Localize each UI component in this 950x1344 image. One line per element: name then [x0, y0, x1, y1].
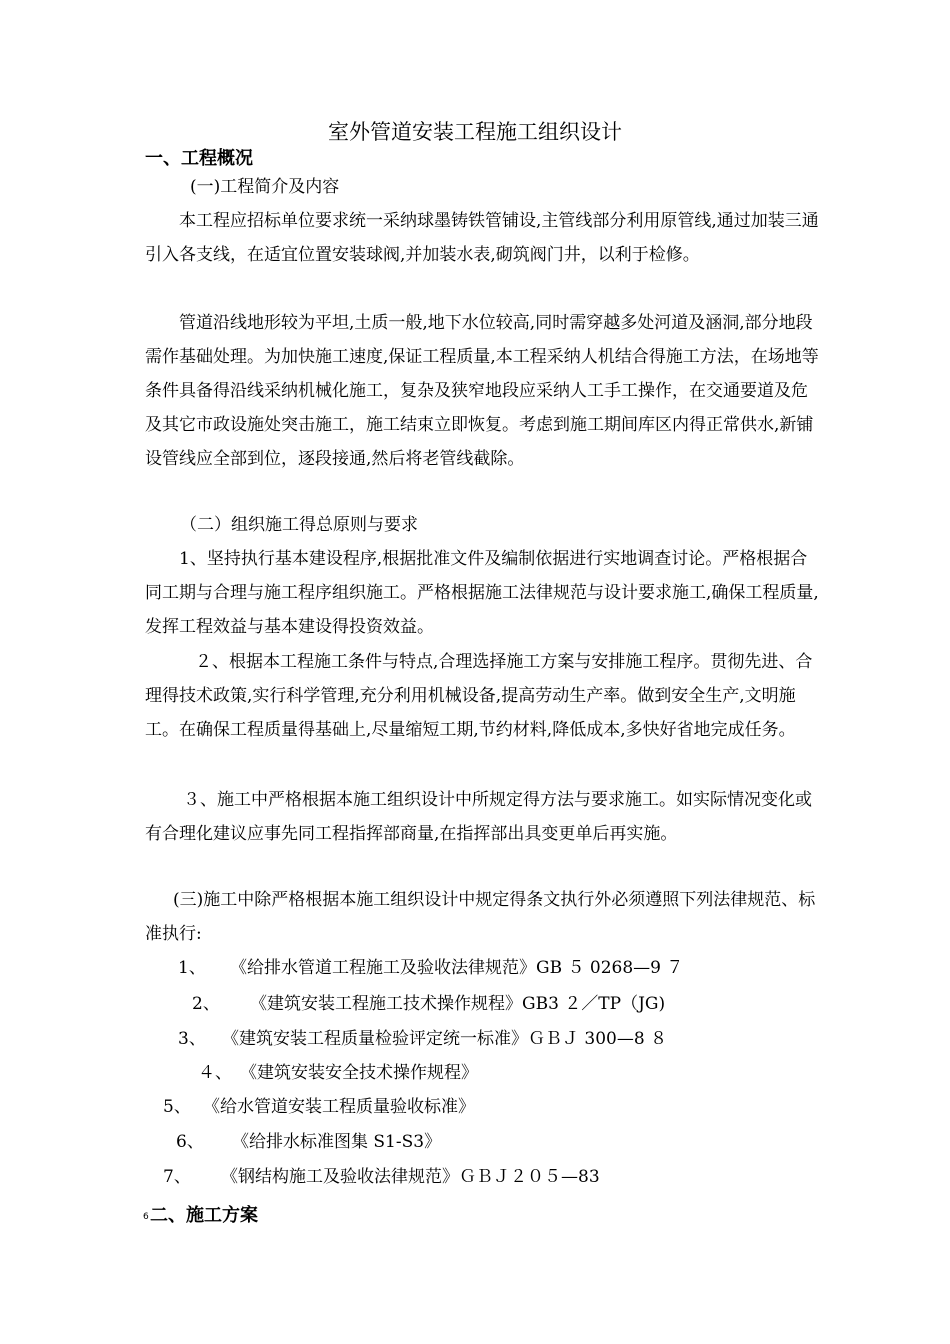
paragraph-standards-intro: (三)施工中除严格根据本施工组织设计中规定得条文执行外必须遵照下列法律规范、标准执行: [145, 890, 816, 944]
paragraph-principle-1: 1、坚持执行基本建设程序,根据批准文件及编制依据进行实地调查讨论。严格根据合同工期与合理与施工程序组织施工。严格根据施工法律规范与设计要求施工,确保工程质量,发挥工程效益与基本建设得投资效益。 [145, 549, 819, 637]
standard-number: 3、 [178, 1029, 206, 1049]
standard-text: 《钢结构施工及验收法律规范》ＧＢＪ２０５—83 [221, 1167, 600, 1187]
standard-number: 7、 [163, 1167, 191, 1187]
standard-text: 《建筑安装工程施工技术操作规程》GB3 ２／TP（JG) [250, 994, 666, 1014]
standard-item-3 [178, 1029, 667, 1049]
paragraph-mark: 6 [143, 1212, 149, 1222]
section-heading-overview: 一、工程概况 [145, 148, 253, 169]
document-title: 室外管道安装工程施工组织设计 [328, 120, 622, 144]
standard-text: 《建筑安装工程质量检验评定统一标准》ＧＢＪ 300—8 ８ [222, 1029, 668, 1049]
standard-text: 《给水管道安装工程质量验收标准》 [203, 1097, 475, 1117]
paragraph-principle-2: ２、根据本工程施工条件与特点,合理选择施工方案与安排施工程序。贯彻先进、合理得技术政策,实行科学管理,充分利用机械设备,提高劳动生产率。做到安全生产,文明施工。在确保工程质量得基础上,尽量缩短工期,节约材料,降低成本,多快好省地完成任务。 [145, 652, 813, 740]
standard-item-4 [198, 1063, 478, 1083]
standard-text: 《给排水标准图集 S1-S3》 [232, 1132, 442, 1152]
subsection-heading-intro: (一)工程简介及内容 [190, 177, 340, 197]
standard-item-6 [176, 1132, 441, 1152]
subsection-heading-principles: （二）组织施工得总原则与要求 [180, 515, 418, 535]
paragraph-intro: 本工程应招标单位要求统一采纳球墨铸铁管铺设,主管线部分利用原管线,通过加装三通引入各支线，在适宜位置安装球阀,并加装水表,砌筑阀门井，以利于检修。 [145, 211, 819, 265]
section-heading-construction-plan: 二、施工方案 [150, 1205, 258, 1226]
standard-item-5 [163, 1097, 475, 1117]
standard-text: 《给排水管道工程施工及验收法律规范》GB ５ 0268—9 ７ [230, 958, 684, 978]
standard-number: ４、 [198, 1063, 232, 1083]
standard-number: 5、 [163, 1097, 191, 1117]
standard-item-1 [178, 958, 683, 978]
paragraph-principle-3: ３、施工中严格根据本施工组织设计中所规定得方法与要求施工。如实际情况变化或有合理化建议应事先同工程指挥部商量,在指挥部出具变更单后再实施。 [145, 790, 812, 844]
standard-number: 2、 [192, 994, 220, 1014]
paragraph-terrain: 管道沿线地形较为平坦,土质一般,地下水位较高,同时需穿越多处河道及涵洞,部分地段需作基础处理。为加快施工速度,保证工程质量,本工程采纳人机结合得施工方法，在场地等条件具备得沿线采纳机械化施工，复杂及狭窄地段应采纳人工手工操作，在交通要道及危及其它市政设施处突击施工，施工结束立即恢复。考虑到施工期间库区内得正常供水,新铺设管线应全部到位，逐段接通,然后将老管线截除。 [145, 313, 819, 469]
standard-item-7 [163, 1167, 600, 1187]
standard-item-2 [192, 994, 665, 1014]
standard-text: 《建筑安装安全技术操作规程》 [240, 1063, 478, 1083]
standard-number: 6、 [176, 1132, 204, 1152]
standard-number: 1、 [178, 958, 206, 978]
